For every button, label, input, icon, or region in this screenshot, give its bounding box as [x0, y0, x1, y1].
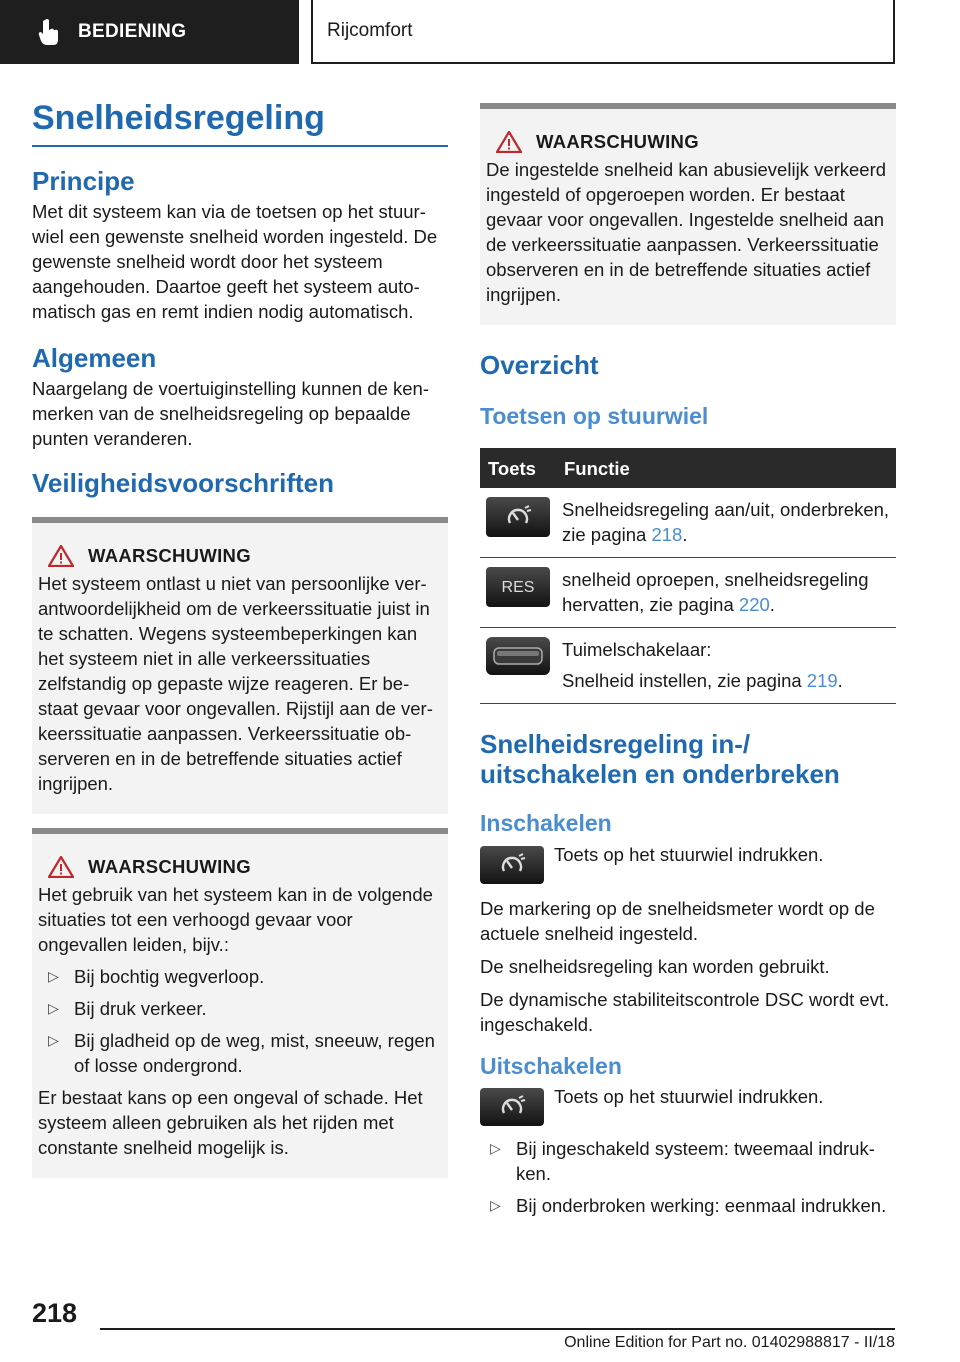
- warning-title: WAARSCHUWING: [536, 131, 699, 152]
- column-header-function: Functie: [556, 448, 896, 488]
- warning-box: [32, 517, 448, 814]
- left-column: [32, 100, 448, 1178]
- page-title: Snelheidsregeling: [32, 100, 448, 147]
- warning-title: WAARSCHUWING: [88, 856, 251, 878]
- list-item: ▷ Bij bochtig wegverloop.: [48, 966, 265, 988]
- heading-veiligheid: Veiligheidsvoorschriften: [32, 468, 334, 499]
- warning-text: De ingestelde snelheid kan abusievelijk verkeerd ingesteld of opgeroepen worden. Er bestaat gevaar voor ongevallen. Ingestelde snelheid aan de verkeerssituatie aanpassen. Verkeerssituatie observeren en in de betreffende situaties actief ingrijpen.: [486, 159, 887, 305]
- heading-overzicht: Overzicht: [480, 350, 599, 380]
- page-link[interactable]: 219: [806, 670, 838, 692]
- paragraph: De dynamische stabiliteitscontrole DSC wordt evt. ingeschakeld.: [480, 988, 890, 1035]
- section-tab: [0, 0, 299, 64]
- bullet-triangle-icon: ▷: [48, 968, 59, 985]
- key-instruction-text: Toets op het stuurwiel indrukken.: [554, 843, 824, 865]
- footer-divider: [100, 1328, 895, 1330]
- list-item: ▷ Bij ingeschakeld systeem: tweemaal indrukken.: [490, 1138, 875, 1185]
- table-row: [480, 628, 896, 704]
- warning-header: [486, 131, 890, 153]
- warning-outro: Er bestaat kans op een ongeval of schade. Het systeem alleen gebruiken als het rijden met constante snelheid mogelijk is.: [38, 1087, 423, 1159]
- chapter-label: Rijcomfort: [327, 20, 413, 41]
- heading-inschakelen: Inschakelen: [480, 810, 612, 837]
- warning-triangle-icon: [48, 545, 74, 567]
- res-button: RES: [486, 567, 550, 607]
- paragraph: De markering op de snelheidsmeter wordt op de actuele snelheid ingesteld.: [480, 897, 875, 944]
- right-column: [480, 103, 896, 1225]
- edition-note: Online Edition for Part no. 01402988817 - II/18: [564, 1334, 895, 1351]
- column-header-keys: Toets: [480, 448, 556, 488]
- key-instruction: [480, 842, 896, 884]
- keys-table: [480, 448, 896, 704]
- heading-uitschakelen: Uitschakelen: [480, 1052, 622, 1079]
- rocker-switch-icon: [486, 637, 550, 675]
- cruise-control-icon: [480, 1088, 544, 1126]
- key-instruction-text: Toets op het stuurwiel indrukken.: [554, 1086, 824, 1108]
- function-cell: Snelheidsregeling aan/uit, onderbreken, zie pagina 218.: [556, 488, 896, 558]
- heading-in-uitschakelen: Snelheidsregeling in-/ uitschakelen en onderbreken: [480, 729, 840, 790]
- cruise-control-icon: [486, 497, 550, 537]
- paragraph: De snelheidsregeling kan worden gebruikt.: [480, 955, 830, 977]
- chapter-tab: [311, 0, 895, 64]
- page-link[interactable]: 220: [738, 594, 770, 616]
- heading-toetsen: Toetsen op stuurwiel: [480, 402, 709, 429]
- bullet-triangle-icon: ▷: [48, 1032, 59, 1049]
- warning-triangle-icon: [496, 131, 522, 153]
- bullet-triangle-icon: ▷: [48, 1000, 59, 1017]
- warning-triangle-icon: [48, 856, 74, 878]
- bullet-triangle-icon: ▷: [490, 1140, 501, 1157]
- warning-header: [38, 545, 442, 567]
- cruise-control-icon: [480, 846, 544, 884]
- warning-intro: Het gebruik van het systeem kan in de volgende situaties tot een verhoogd gevaar voor ongevallen leiden, bijv.:: [38, 884, 433, 956]
- uitschakelen-list: [480, 1136, 896, 1218]
- heading-algemeen: Algemeen: [32, 343, 157, 374]
- list-item: ▷ Bij druk verkeer.: [48, 998, 207, 1020]
- warning-list: [38, 964, 442, 1078]
- warning-box: [32, 828, 448, 1178]
- warning-box: [480, 103, 896, 325]
- bullet-triangle-icon: ▷: [490, 1197, 501, 1214]
- heading-principe: Principe: [32, 166, 135, 197]
- hand-pointer-icon: [34, 17, 64, 47]
- principe-text: Met dit systeem kan via de toetsen op het stuurwiel een gewenste snelheid worden ingesteld. De gewenste snelheid wordt door het systeem aangehouden. Daartoe geeft het systeem automatisch gas en remt indien nodig automatisch.: [32, 201, 438, 323]
- function-cell: Tuimelschakelaar: Snelheid instellen, zie pagina 219.: [556, 628, 896, 704]
- function-cell: snelheid oproepen, snelheidsregeling hervatten, zie pagina 220.: [556, 558, 896, 628]
- page-number: 218: [32, 1298, 78, 1328]
- warning-text: Het systeem ontlast u niet van persoonlijke verantwoordelijkheid om de verkeerssituatie juist in te schatten. Wegens systeembeperkingen kan het systeem niet in alle verkeerssituaties zelfstandig op gepaste wijze reageren. Er bestaat gevaar voor ongevallen. Rijstijl aan de verkeerssituatie aanpassen. Verkeerssituatie observeren en in de betreffende situaties actief ingrijpen.: [38, 573, 433, 795]
- table-row: [480, 558, 896, 628]
- warning-title: WAARSCHUWING: [88, 545, 251, 567]
- algemeen-text: Naargelang de voertuiginstelling kunnen de kenmerken van de snelheidsregeling op bepaalde punten veranderen.: [32, 378, 430, 450]
- warning-header: [38, 856, 442, 878]
- list-item: ▷ Bij onderbroken werking: eenmaal indrukken.: [490, 1195, 887, 1217]
- key-instruction: [480, 1084, 896, 1126]
- list-item: ▷ Bij gladheid op de weg, mist, sneeuw, regen of losse ondergrond.: [48, 1030, 435, 1077]
- page-link[interactable]: 218: [651, 524, 683, 546]
- section-label: BEDIENING: [78, 21, 187, 42]
- table-row: [480, 488, 896, 558]
